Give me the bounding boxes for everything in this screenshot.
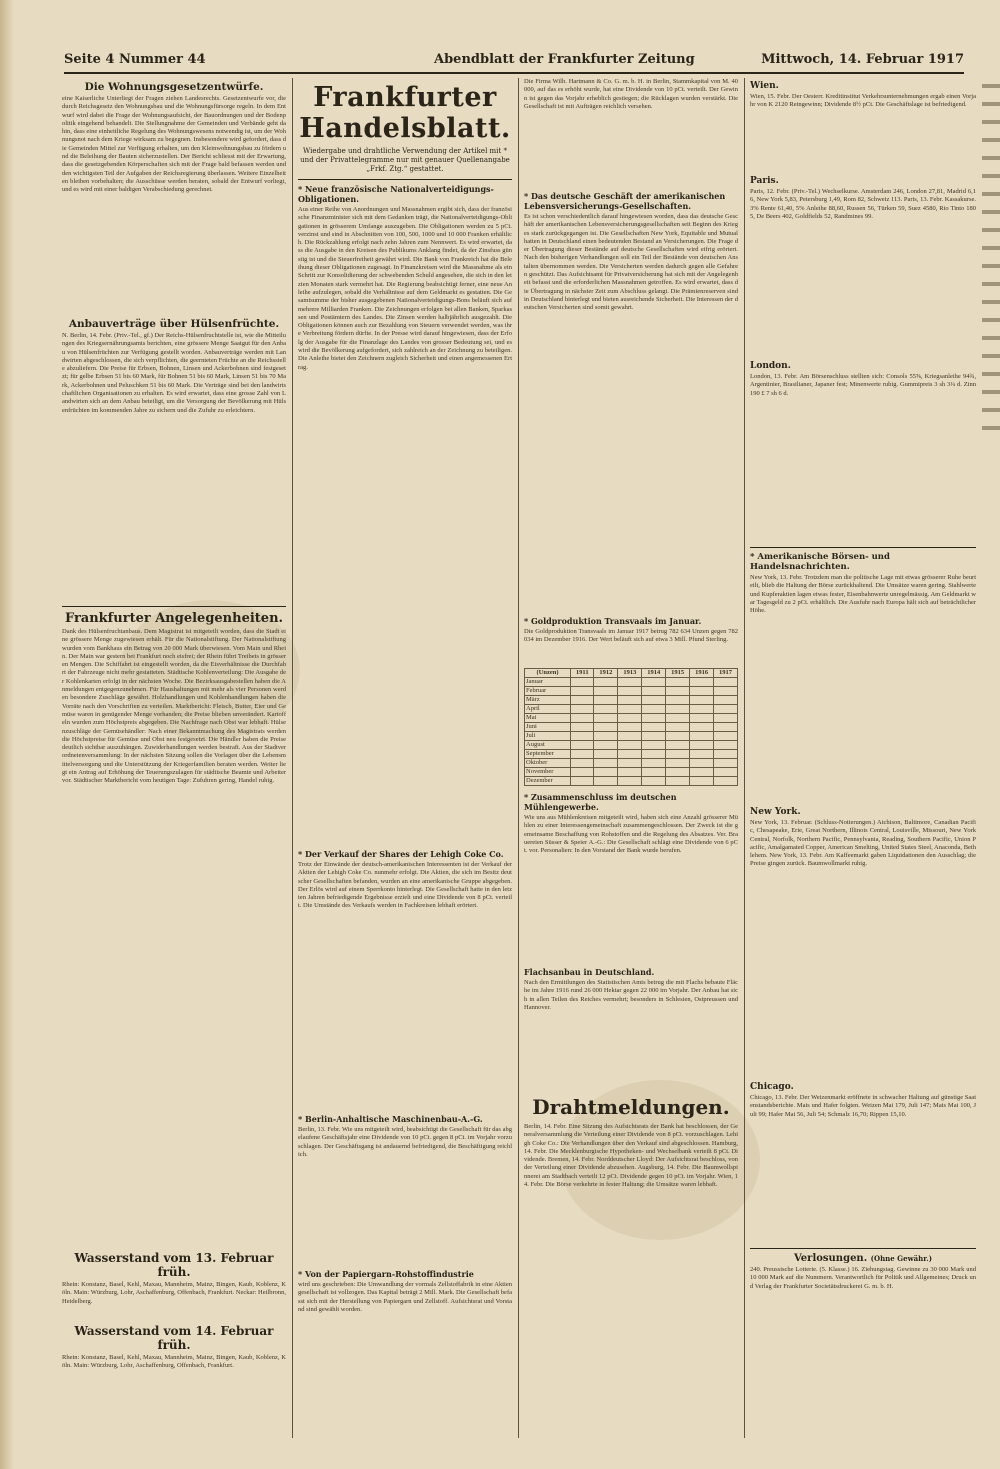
table-cell: [690, 741, 714, 750]
row-label: September: [525, 750, 571, 759]
section-heading: Drahtmeldungen.: [532, 1095, 730, 1119]
table-cell: [618, 705, 642, 714]
page-number: Seite 4 Nummer 44: [64, 52, 206, 67]
lottery-note: (Ohne Gewähr.): [870, 1254, 933, 1263]
table-cell: [714, 687, 738, 696]
market-table: Chicago, 13. Febr. Der Weizenmarkt eröffnete in schwacher Haltung auf günstige Saatenstandsberichte. Mais und Hafer folgten. Weizen Mai 179, Juli 147; Mais Mai 100, Juli 99; Hafer Mai 56, Juli 54; Schmalz 16,70; Rippen 15,10.: [750, 1094, 976, 1118]
page-margin-marks: [982, 70, 1000, 1430]
table-row: [525, 759, 738, 768]
table-cell: [690, 687, 714, 696]
table-cell: [714, 696, 738, 705]
page-left-edge: [0, 0, 14, 1469]
table-cell: [571, 714, 594, 723]
table-row: [525, 777, 738, 786]
article-body: eine Kaiserliche Unterliegt der Fragen ziehen Landesrechts. Gesetzentwurfe vor, die durch Reichsgesetz den Wohnungsbau und die Wohnungsfürsorge regeln. In dem Entwurf wird dabei die Frage der Wohnungsaufsicht, der Bauordnungen und der Bodenpolitik eingehend behandelt. Die Stellungnahme der Gemeinden und Verbände geht dahin, dass eine einheitliche Regelung des Wohnungswesens notwendig ist, um der Wohnungsnot nach dem Kriege wirksam zu begegnen. Insbesondere wird gefordert, dass die Gemeinden Mittel zur Verfügung erhalten, um den Kleinwohnungsbau zu fördern und die Beleihung der Bauten sicherzustellen. Der Bericht schliesst mit der Erwartung, dass die gesetzgebenden Körperschaften sich mit der Frage bald befassen werden und den wichtigsten Teil der Aufgaben der Reichsregierung überlassen. Weitere Einzelheiten bleiben vorbehalten; die Ausschüsse werden beraten, sobald der Entwurf vorliegt, und es wird mit einer baldigen Verabschiedung gerechnet.: [62, 95, 286, 194]
table-body: [525, 678, 738, 786]
row-label: Februar: [525, 687, 571, 696]
table-cell: [571, 759, 594, 768]
article-body: Es ist schon verschiedentlich darauf hingewiesen worden, dass das deutsche Geschäft der amerikanischen Lebensversicherungsgesellschaften seit Beginn des Krieges stark zurückgegangen ist. Die Gesellschaften New York, Equitable und Mutual hatten in Deutschland einen bedeutenden Bestand an Versicherungen. Die Frage der Übertragung dieser Bestände auf deutsche Gesellschaften wird eifrig erörtert. Nach den bisherigen Verhandlungen soll ein Teil der Bestände von deutschen Anstalten übernommen werden. Die Versicherten werden dadurch gegen alle Gefahren geschützt. Das Aufsichtsamt für Privatversicherung hat sich mit der Angelegenheit befasst und die erforderlichen Massnahmen getroffen. Es wird erwartet, dass die Übertragung in nächster Zeit zum Abschluss gelangt. Die Prämienreserven sind in Deutschland hinterlegt und bieten ausreichende Sicherheit. Die Interessen der deutschen Versicherten sind somit gewahrt.: [524, 213, 738, 312]
table-cell: [618, 741, 642, 750]
table-cell: [571, 723, 594, 732]
table-cell: [618, 678, 642, 687]
table-cell: [594, 678, 618, 687]
table-cell: [690, 750, 714, 759]
table-cell: [690, 696, 714, 705]
market-table: New York, 13. Februar. (Schluss-Notierungen.) Atchison, Baltimore, Canadian Pacific, Chesapeake, Erie, Great Northern, Illinois Central, Louisville, Missouri, New York Central, Norfolk, Northern Pacific, Pennsylvania, Reading, Southern Pacific, Union Pacific, Amalgamated Copper, American Smelting, United States Steel, Anaconda, Bethlehem. New York, 13. Febr. Am Kaffeemarkt gaben Liquidationen den Ausschlag; die Preise gingen zurück. Baumwollmarkt ruhig.: [750, 819, 976, 868]
table-cell: [571, 768, 594, 777]
table-cell: [690, 705, 714, 714]
table-column-header: 1913: [618, 669, 642, 678]
article-body: Berlin, 14. Febr. Eine Sitzung des Aufsichtsrats der Bank hat beschlossen, der Generalversammlung die Verteilung einer Dividende von 8 pCt. vorzuschlagen. Lehigh Coke Co.: Die Verhandlungen über den Verkauf sind abgeschlossen. Hamburg, 14. Febr. Die Mecklenburgische Hypotheken- und Wechselbank verteilt 8 pCt. Dividende. Bremen, 14. Febr. Norddeutscher Lloyd: Der Aufsichtsrat beschloss, von der Verteilung einer Dividende abzusehen. Augsburg, 14. Febr. Die Baumwollspinnerei am Stadtbach verteilt 12 pCt. Dividende gegen 10 pCt. im Vorjahr. Wien, 14. Febr. Die Börse verkehrte in fester Haltung; die Umsätze waren lebhaft.: [524, 1123, 738, 1189]
issue-date: Mittwoch, 14. Februar 1917: [761, 52, 964, 67]
article-heading: * Zusammenschluss im deutschen Mühlengewerbe.: [524, 792, 677, 812]
article-heading: Flachsanbau in Deutschland.: [524, 967, 655, 977]
table-column-header: 1916: [690, 669, 714, 678]
article-heading: * Der Verkauf der Shares der Lehigh Coke Co.: [298, 849, 504, 859]
table-row: [525, 768, 738, 777]
row-label: Mai: [525, 714, 571, 723]
row-label: August: [525, 741, 571, 750]
table-cell: [714, 777, 738, 786]
section-masthead: Frankfurter Handelsblatt.: [299, 82, 511, 144]
article-body: Wie uns aus Mühlenkreisen mitgeteilt wird, haben sich eine Anzahl grösserer Mühlen zu einer Interessengemeinschaft zusammengeschlossen. Der Zweck ist die gemeinsame Beschaffung von Rohstoffen und die Regelung des Absatzes. Ver. Brauereien Süsser & Speier A.-G.: Die Gesellschaft schlägt eine Dividende von 6 pCt. vor. Personalien: In den Vorstand der Bank wurde berufen.: [524, 814, 738, 855]
table-cell: [642, 750, 666, 759]
row-label: Januar: [525, 678, 571, 687]
table-cell: [714, 768, 738, 777]
table-cell: [690, 759, 714, 768]
market-body: 240. Preussische Lotterie. (5. Klasse.) 16. Ziehungstag. Gewinne zu 30 000 Mark und 10 000 Mark auf die Nummern. Verantwortlich für Politik und Allgemeines; Druck und Verlag der Frankfurter Societätsdruckerei G. m. b. H.: [750, 1266, 976, 1290]
table-row: [525, 741, 738, 750]
table-cell: [714, 759, 738, 768]
table-row: [525, 678, 738, 687]
table-cell: [714, 714, 738, 723]
water-level-table: Rhein: Konstanz, Basel, Kehl, Maxau, Mannheim, Mainz, Bingen, Kaub, Koblenz, Köln. Main: Würzburg, Lohr, Aschaffenburg, Offenbach, Frankfurt.: [62, 1354, 286, 1370]
table-cell: [594, 687, 618, 696]
table-cell: [642, 741, 666, 750]
article-body: wird uns geschrieben: Die Umwandlung der vormals Zellstoffabrik in eine Aktiengesellschaft ist vollzogen. Das Kapital beträgt 2 Mill. Mark. Die Gesellschaft befasst sich mit der Herstellung von Papiergarn und Zellstoff. Aufsichtsrat und Vorstand sind gewählt worden.: [298, 1281, 512, 1313]
table-column-header: 1917: [714, 669, 738, 678]
table-cell: [618, 777, 642, 786]
table-cell: [618, 723, 642, 732]
table-cell: [642, 777, 666, 786]
table-cell: [642, 678, 666, 687]
article-body: Dank des Hülsenfruchtanbaus. Dem Magistrat ist mitgeteilt worden, dass die Stadt eine grössere Menge zugewiesen erhält. Für die Nationalstiftung. Der Nationalstiftung wurden vom Bankhaus ein Betrag von 20 000 Mark überwiesen. Vom Main und Rhein. Der Main war gestern bei Frankfurt noch eisfrei; der Rhein führt Treibeis in grösseren Mengen. Die Schiffahrt ist eingestellt worden, da die Eisverhältnisse die Durchfahrt der Fahrzeuge nicht mehr gestatteten. Städtische Kohlenverteilung: Die Ausgabe der Kohlenkarten erfolgt in der nächsten Woche. Die Bezirksausgabestellen haben die Anmeldungen entgegenzunehmen. Für Haushaltungen mit mehr als vier Personen werden besondere Zuschläge gewährt. Holzhandlungen und Kohlenhandlungen haben die Vorräte nach den Vorschriften zu verteilen. Marktbericht: Fleisch, Butter, Eier und Gemüse waren in genügender Menge vorhanden; die Preise blieben unverändert. Kartoffeln wurden zum Höchstpreis abgegeben. Die Nachfrage nach Obst war lebhaft. Hülsenzuschläge der Gemüsehändler: Nach einer Bekanntmachung des Magistrats werden die Höchstpreise für Gemüse und Obst neu festgesetzt. Die Händler haben die Preise deutlich sichtbar auszuhängen. Zuwiderhandlungen werden bestraft. Aus der Stadtverordnetenversammlung: In der nächsten Sitzung sollen die Vorlagen über die Lebensmittelversorgung und die Unterstützung der Kriegerfamilien beraten werden. Weiter liegt ein Antrag auf Erhöhung der Teuerungszulagen für städtische Beamte und Arbeiter vor. Städtischer Marktbericht vom heutigen Tage: Zufuhren gering, Handel ruhig.: [62, 628, 286, 785]
article-heading: * Berlin-Anhaltische Maschinenbau-A.-G.: [298, 1114, 483, 1124]
table-cell: [594, 723, 618, 732]
column-rule: [744, 78, 745, 1438]
article-heading: * Goldproduktion Transvaals im Januar.: [524, 616, 702, 626]
paper-title: Abendblatt der Frankfurter Zeitung: [434, 52, 695, 67]
row-label: Juli: [525, 732, 571, 741]
table-cell: [666, 768, 690, 777]
table-row: [525, 714, 738, 723]
gold-production-table: [524, 668, 738, 786]
water-level-heading: Wasserstand vom 13. Februar früh.: [74, 1251, 274, 1279]
table-column-header: 1912: [594, 669, 618, 678]
table-cell: [594, 741, 618, 750]
article-heading: * Von der Papiergarn-Rohstoffindustrie: [298, 1269, 474, 1279]
table-cell: [618, 759, 642, 768]
row-label: März: [525, 696, 571, 705]
table-cell: [571, 741, 594, 750]
column-rule: [292, 78, 293, 1438]
table-row: [525, 750, 738, 759]
market-table: Paris, 12. Febr. (Priv.-Tel.) Wechselkurse. Amsterdam 246, London 27,81, Madrid 6,16, New York 5,83, Petersburg 1,49, Rom 82, Schweiz 113. Paris, 13. Febr. Kassakurse. 3% Rente 61,40, 5% Anleihe 88,60, Russen 56, Türken 59, Suez 4580, Rio Tinto 1805, De Beers 402, Goldfields 52, Randmines 99.: [750, 188, 976, 220]
table-column-header: 1915: [666, 669, 690, 678]
row-label: April: [525, 705, 571, 714]
article-heading: Anbauverträge über Hülsenfrüchte.: [68, 318, 280, 330]
table-cell: [642, 723, 666, 732]
table-cell: [690, 678, 714, 687]
table-cell: [642, 705, 666, 714]
table-cell: [714, 723, 738, 732]
table-cell: [571, 750, 594, 759]
section-heading: Frankfurter Angelegenheiten.: [64, 611, 284, 626]
column-rule: [518, 78, 519, 1438]
table-cell: [594, 705, 618, 714]
table-row: [525, 696, 738, 705]
divider: [298, 179, 512, 180]
market-heading: London.: [750, 361, 791, 371]
article-body: Trotz der Einwände der deutsch-amerikanischen Interessenten ist der Verkauf der Aktien der Lehigh Coke Co. nunmehr erfolgt. Die Aktien, die sich im Besitz deutscher Gesellschaften befanden, wurden an eine amerikanische Gruppe abgegeben. Der Erlös wird auf einem Sperrkonto hinterlegt. Die Gesellschaft hatte in den letzten Jahren befriedigende Ergebnisse erzielt und eine Dividende von 8 pCt. verteilt. Die Umstände des Verkaufs werden in Fachkreisen lebhaft erörtert.: [298, 861, 512, 910]
market-body: New York, 13. Febr. Trotzdem man die politische Lage mit etwas grösserer Ruhe beurteilt, blieb die Haltung der Börse zurückhaltend. Die Umsätze waren gering. Stahlwerte und Kupferaktien lagen etwas fester, Eisenbahnwerte unregelmässig. Am Geldmarkt war Tagesgeld zu 2 pCt. erhältlich. Die Ausfuhr nach Europa hält sich auf beträchtlicher Höhe.: [750, 574, 976, 615]
table-cell: [642, 732, 666, 741]
table-cell: [594, 714, 618, 723]
table-row: [525, 723, 738, 732]
table-cell: [642, 687, 666, 696]
table-header: [525, 669, 738, 678]
article-body: N. Berlin, 14. Febr. (Priv.-Tel., gf.) Der Reichs-Hülsenfruchtstelle ist, wie die Mitteilungen des Kriegsernährungsamts berichten, eine grössere Menge Saatgut für den Anbau von Hülsenfrüchten zur Verfügung gestellt worden. Anbauverträge werden mit Landwirten abgeschlossen, die sich verpflichten, die geernteten Früchte an die Reichsstelle abzuliefern. Die Preise für Erbsen, Bohnen, Linsen und Ackerbohnen sind festgesetzt; für gelbe Erbsen 51 bis 60 Mark, für Bohnen 51 bis 60 Mark, Linsen 51 bis 70 Mark, Ackerbohnen und Peluschken 51 bis 60 Mark. Die Verträge sind bei den landwirtschaftlichen Organisationen zu erhalten. Es wird erwartet, dass eine grosse Zahl von Landwirten sich an dem Anbau beteiligt, um die Versorgung der Bevölkerung mit Hülsenfrüchten im kommenden Jahre zu sichern und die Zufuhr zu erleichtern.: [62, 332, 286, 414]
row-label: November: [525, 768, 571, 777]
table-row: [525, 687, 738, 696]
column-handelsblatt: [298, 78, 512, 1438]
article-body: Nach den Ermittlungen des Statistischen Amts betrug die mit Flachs bebaute Fläche im Jahre 1916 rund 26 000 Hektar gegen 22 000 im Vorjahr. Der Anbau hat sich in allen Teilen des Reiches vermehrt; besonders in Schlesien, Ostpreussen und Hannover.: [524, 979, 738, 1011]
article-body: Die Firma Wilh. Hartmann & Co. G. m. b. H. in Berlin, Stammkapital von M. 40 000, auf das es erhöht wurde, hat eine Dividende von 10 pCt. verteilt. Der Gewinn ist gegen das Vorjahr erheblich gestiegen; die Rücklagen wurden verstärkt. Die Gesellschaft ist mit Aufträgen reichlich versehen.: [524, 78, 738, 110]
table-cell: [714, 741, 738, 750]
article-body: Die Goldproduktion Transvaals im Januar 1917 betrug 782 634 Unzen gegen 782 034 im Dezember 1916. Der Wert beläuft sich auf etwa 3 Mill. Pfund Sterling.: [524, 628, 738, 644]
table-cell: [571, 687, 594, 696]
table-cell: [666, 759, 690, 768]
table-row: [525, 732, 738, 741]
article-heading: * Neue französische Nationalverteidigungs-Obligationen.: [298, 184, 494, 204]
table-cell: [594, 777, 618, 786]
table-row: [525, 705, 738, 714]
table-cell: [666, 687, 690, 696]
article-body: Berlin, 13. Febr. Wie uns mitgeteilt wird, beabsichtigt die Gesellschaft für das abgelaufene Geschäftsjahr eine Dividende von 10 pCt. gegen 8 pCt. im Vorjahr vorzuschlagen. Der Geschäftsgang ist andauernd befriedigend, die Beschäftigung reichlich.: [298, 1126, 512, 1158]
market-heading: Paris.: [750, 176, 779, 186]
table-cell: [666, 714, 690, 723]
article-body: Aus einer Reihe von Anordnungen und Massnahmen ergibt sich, dass der französische Finanzminister sich mit dem Gedanken trägt, die Nationalverteidigungs-Obligationen in grösserem Umfange auszugeben. Die Obligationen werden zu 5 pCt. verzinst und sind in Abschnitten von 100, 500, 1000 und 10 000 Franken erhältlich. Die Rückzahlung erfolgt nach zehn Jahren zum Nennwert. Es wird erwartet, dass die Ausgabe in den Kreisen des Publikums Anklang findet, da der Zinsfuss günstig ist und die Steuerfreiheit gewährt wird. Die Bank von Frankreich hat die Beleihung dieser Obligationen zugesagt. In Finanzkreisen wird die Massnahme als ein Schritt zur Konsolidierung der schwebenden Schuld angesehen, die sich in den letzten Monaten stark vermehrt hat. Die Regierung beabsichtigt ferner, eine neue Anleihe aufzulegen, sobald die Verhältnisse auf dem Geldmarkt es gestatten. Die Gesamtsumme der bisher ausgegebenen Nationalverteidigungs-Bons beläuft sich auf mehrere Milliarden Franken. Die Zeichnungen erfolgen bei allen Banken, Sparkassen und Postämtern des Landes. Die Zinsen werden halbjährlich ausgezahlt. Die Obligationen können auch zur Bezahlung von Steuern verwendet werden, was ihre Verbreitung fördern dürfte. In der Presse wird darauf hingewiesen, dass der Erfolg der Ausgabe für die Finanzlage des Landes von grosser Bedeutung sei, und es wird die Bevölkerung aufgefordert, sich zahlreich an der Zeichnung zu beteiligen. Die Anleihe bietet den Zeichnern zugleich Sicherheit und einen angemessenen Ertrag.: [298, 206, 512, 371]
table-column-header: 1914: [642, 669, 666, 678]
table-cell: [714, 678, 738, 687]
table-cell: [666, 723, 690, 732]
table-cell: [666, 732, 690, 741]
table-cell: [666, 705, 690, 714]
table-cell: [666, 750, 690, 759]
divider: [750, 547, 976, 548]
table-cell: [690, 777, 714, 786]
market-body: London, 13. Febr. Am Börsenschluss stellten sich: Consols 55⅝, Kriegsanleihe 94¾, Argentinier, Brasilianer, Japaner fest; Minenwerte ruhig. Gummipreis 3 sh 3¼ d. Zinn 190 £ 7 sh 6 d.: [750, 373, 976, 397]
table-cell: [571, 777, 594, 786]
table-cell: [571, 696, 594, 705]
table-cell: [690, 723, 714, 732]
table-cell: [714, 732, 738, 741]
row-label: Oktober: [525, 759, 571, 768]
row-label: Dezember: [525, 777, 571, 786]
table-cell: [618, 696, 642, 705]
lottery-heading: Verlosungen.: [793, 1253, 868, 1264]
water-level-heading: Wasserstand vom 14. Februar früh.: [74, 1324, 274, 1352]
table-cell: [594, 768, 618, 777]
table-cell: [594, 696, 618, 705]
table-cell: [666, 696, 690, 705]
table-cell: [618, 768, 642, 777]
divider: [750, 1248, 976, 1249]
table-cell: [594, 750, 618, 759]
table-cell: [571, 705, 594, 714]
table-cell: [618, 714, 642, 723]
row-label: Juni: [525, 723, 571, 732]
market-heading: New York.: [750, 807, 801, 817]
table-cell: [666, 741, 690, 750]
table-cell: [618, 687, 642, 696]
table-column-header: (Unzen): [525, 669, 571, 678]
section-heading: [750, 1253, 976, 1264]
water-level-table: Rhein: Konstanz, Basel, Kehl, Maxau, Mannheim, Mainz, Bingen, Kaub, Koblenz, Köln. Main: Würzburg, Lohr, Aschaffenburg, Offenbach, Frankfurt. Neckar: Heilbronn, Heidelberg.: [62, 1281, 286, 1305]
table-cell: [642, 696, 666, 705]
section-heading: * Amerikanische Börsen- und Handelsnachrichten.: [750, 552, 890, 572]
table-cell: [642, 759, 666, 768]
table-cell: [594, 759, 618, 768]
table-cell: [642, 714, 666, 723]
column-feuilleton: [62, 78, 286, 1438]
table-cell: [714, 750, 738, 759]
article-heading: * Das deutsche Geschäft der amerikanischen Lebensversicherungs-Gesellschaften.: [524, 191, 726, 211]
market-heading: Wien.: [750, 81, 779, 91]
column-markets: [750, 78, 976, 1438]
divider: [62, 606, 286, 607]
table-cell: [571, 678, 594, 687]
table-cell: [690, 714, 714, 723]
masthead-note: Wiedergabe und drahtliche Verwendung der Artikel mit * und der Privattelegramme nur mit genauer Quellenangabe „Frkf. Ztg.“ gestattet.: [300, 147, 510, 173]
market-body: Wien, 15. Febr. Der Oesterr. Kreditinstitut Verkehrsunternehmungen ergab einen Vorjahr von K 2120 Reingewinn; Dividende 8½ pCt. Die Geschäftslage ist befriedigend.: [750, 93, 976, 109]
table-cell: [666, 678, 690, 687]
market-heading: Chicago.: [750, 1082, 794, 1092]
table-cell: [690, 732, 714, 741]
table-column-header: 1911: [571, 669, 594, 678]
table-cell: [618, 750, 642, 759]
running-head: [64, 50, 964, 74]
article-heading: Die Wohnungsgesetzentwürfe.: [84, 81, 264, 93]
table-cell: [618, 732, 642, 741]
table-cell: [642, 768, 666, 777]
table-cell: [571, 732, 594, 741]
table-cell: [690, 768, 714, 777]
column-business: [524, 78, 738, 1438]
table-cell: [714, 705, 738, 714]
table-cell: [666, 777, 690, 786]
table-cell: [594, 732, 618, 741]
